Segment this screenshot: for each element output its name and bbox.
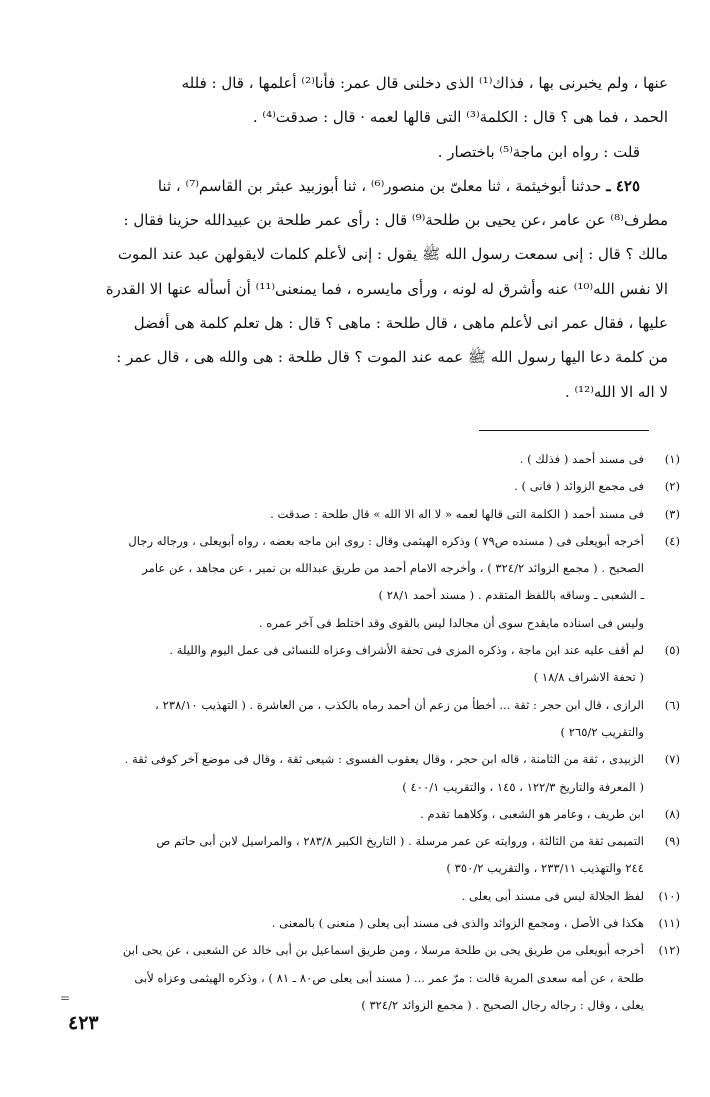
- footnote-line: أخرجه أبويعلى فى ( مسنده ص٧٩ ) وذكره الهيثمى وقال : روى ابن ماجه بعضه ، رواه أبويعلى ، ورجاله رجال: [128, 533, 644, 548]
- footnote: [60, 501, 680, 528]
- hadith-number: ٤٢٥ ـ: [606, 176, 640, 195]
- text-line: [78, 135, 668, 169]
- footnote-text: [60, 746, 644, 801]
- text-line-content: قلت : رواه ابن ماجة⁽⁵⁾ باختصار .: [437, 142, 640, 161]
- footnote-separator: [479, 430, 649, 431]
- footnote: [60, 937, 680, 1019]
- footnote-text: [60, 637, 644, 692]
- text-line: [78, 203, 668, 237]
- footnote-number: (١٠): [658, 888, 680, 903]
- footnote-line: ـ الشعبى ـ وساقه باللفظ المتقدم . ( مسند أحمد ٢٨/١ ): [378, 588, 644, 603]
- footnote: [60, 801, 680, 828]
- footnote-line: ابن طريف ، وعامر هو الشعبى ، وكلاهما تقدم .: [420, 806, 644, 821]
- footnote-line: فى مسند أحمد ( الكلمة التى قالها لعمه « لا اله الا الله » قال طلحة : صدقت .: [270, 506, 644, 521]
- footnote-line: طلحة ، عن أمه سعدى المرية قالت : مرّ عمر ... ( مسند أبى يعلى ص٨٠ ـ ٨١ ) ، وذكره الهيثمى وعزاه لأبى: [134, 970, 644, 985]
- footnote: [60, 883, 680, 910]
- text-line-content: لا اله الا الله⁽¹²⁾ .: [564, 382, 668, 401]
- footnote-line: فى مجمع الزوائد ( فانى ) .: [514, 479, 644, 494]
- footnote-line: هكذا فى الأصل ، ومجمع الزوائد والذى فى مسند أبى يعلى ( منعنى ) بالمعنى .: [271, 916, 644, 931]
- footnote-text: [60, 501, 644, 528]
- footnote-number: (٧): [664, 752, 680, 767]
- footnote-line: ( تحفة الاشراف ١٨/٨ ): [533, 670, 644, 685]
- footnote-text: [60, 801, 644, 828]
- footnote: [60, 692, 680, 747]
- text-line: [78, 237, 668, 271]
- text-line: [78, 100, 668, 134]
- footnote-line: الزبيدى ، ثقة من الثامنة ، قاله ابن حجر ، وقال يعقوب الفسوى : شيعى ثقة ، وقال فى موضع آخر كوفى ثقة .: [124, 752, 644, 767]
- text-line: [78, 66, 668, 100]
- footnote-number: (١١): [658, 916, 680, 931]
- text-line-content: الا نفس الله⁽¹⁰⁾ عنه وأشرق له لونه ، ورأى مايسره ، فما يمنعنى⁽¹¹⁾ أن أسأله عنها الا القدرة: [105, 279, 668, 298]
- text-line: [78, 272, 668, 306]
- text-line-content: من كلمة دعا اليها رسول الله ﷺ عمه عند الموت ؟ قال طلحة : هى والله هى ، قال عمر :: [116, 348, 668, 367]
- footnote-line: التميمى ثقة من الثالثة ، وروايته عن عمر مرسلة . ( التاريخ الكبير ٢٨٣/٨ ، والمراسيل لابن أبى حاتم ص: [156, 834, 644, 849]
- footnote-number: (٩): [664, 834, 680, 849]
- footnote-text: [60, 692, 644, 747]
- footnote-line: ( المعرفة والتاريخ ١٢٢/٣ ، ١٤٥ ، والتقريب ٤٠٠/١ ): [402, 779, 644, 794]
- footnote: [60, 637, 680, 692]
- footnote-line: أخرجه أبويعلى من طريق يحى بن طلحة مرسلا ، ومن طريق اسماعيل بن أبى خالد عن الشعبى ، عن يحى ابن: [122, 943, 644, 958]
- footnote: [60, 446, 680, 473]
- footnote-text: [60, 528, 644, 637]
- text-line-content: مالك ؟ قال : إنى سمعت رسول الله ﷺ يقول : إنى لأعلم كلمات لايقولهن عبد عند الموت: [117, 245, 668, 264]
- footnote-line: لم أقف عليه عند ابن ماجة ، وذكره المزى فى تحفة الأشراف وعزاه للنسائى فى عمل اليوم والليلة .: [169, 643, 644, 658]
- page-number: ٤٢٣: [68, 1012, 99, 1034]
- footnote-line: فى مسند أحمد ( فذلك ) .: [519, 452, 644, 466]
- footnote-number: (١): [664, 452, 680, 466]
- footnote: [60, 473, 680, 500]
- footnote-number: (٥): [664, 643, 680, 658]
- edge-mark: =: [60, 991, 71, 1005]
- footnote: [60, 910, 680, 937]
- footnote-text: [60, 910, 644, 937]
- footnote-number: (٤): [664, 533, 680, 548]
- text-line-content: مطرف⁽⁸⁾ عن عامر ،عن يحيى بن طلحة⁽⁹⁾ قال : رأى عمر طلحة بن عبيدالله حزينا فقال :: [123, 211, 668, 230]
- footnote-number: (١٢): [658, 943, 680, 958]
- footnote: [60, 528, 680, 637]
- footnote-number: (٣): [664, 506, 680, 521]
- footnote-line: الرازى ، قال ابن حجر : ثقة ... أخطأ من زعم أن أحمد رماه بالكذب ، من العاشرة . ( التهذيب ٢٣٨/١٠ ،: [155, 697, 644, 712]
- footnote-number: (٢): [664, 479, 680, 494]
- footnote-text: [60, 828, 644, 883]
- text-line-content: الحمد ، فما هى ؟ قال : الكلمة⁽³⁾ التى قالها لعمه · قال : صدقت⁽⁴⁾ .: [252, 108, 668, 127]
- footnote-line: الصحيح . ( مجمع الزوائد ٣٢٤/٢ ) ، وأخرجه الامام أحمد من طريق عبدالله بن نمير ، عن مجاهد ، عن عامر: [142, 561, 644, 576]
- text-line: [78, 340, 668, 374]
- footnote-text: [60, 937, 644, 1019]
- footnote-line: يعلى ، وقال : رجاله رجال الصحيح . ( مجمع الزوائد ٣٢٤/٢ ): [361, 997, 644, 1012]
- footnote-text: [60, 473, 644, 500]
- footnote-number: (٦): [664, 697, 680, 712]
- footnote-text: [60, 446, 644, 473]
- footnote-line: وليس فى اسناده مايقدح سوى أن مجالدا ليس بالقوى وقد اختلط فى آخر عمره .: [258, 615, 644, 630]
- footnotes: [60, 446, 680, 1019]
- footnote-line: ٢٤٤ والتهذيب ٢٣٣/١١ ، والتقريب ٣٥٠/٢ ): [446, 861, 644, 876]
- footnote-line: لفظ الجلالة ليس فى مسند أبى يعلى .: [461, 888, 644, 903]
- text-line-content: عنها ، ولم يخبرنى بها ، فذاك⁽¹⁾ الذى دخلنى قال عمر: فأنا⁽²⁾ أعلمها ، قال : فلله: [181, 74, 668, 92]
- footnote-number: (٨): [664, 806, 680, 821]
- footnote-text: [60, 883, 644, 910]
- text-line: [78, 375, 668, 409]
- footnote: [60, 746, 680, 801]
- text-line: [78, 169, 668, 203]
- text-line: [78, 306, 668, 340]
- footnote-line: والتقريب ٢٦٥/٢ ): [560, 724, 644, 739]
- footnote: [60, 828, 680, 883]
- text-line-content: حدثنا أبوخيثمة ، ثنا معلىّ بن منصور⁽⁶⁾ ، ثنا أبوزبيد عبثر بن القاسم⁽⁷⁾ ، ثنا: [157, 176, 602, 195]
- text-line-content: عليها ، فقال عمر انى لأعلم ماهى ، قال طلحة : ماهى ؟ قال : هل تعلم كلمة هى أفضل: [133, 314, 668, 333]
- main-text: [78, 66, 668, 409]
